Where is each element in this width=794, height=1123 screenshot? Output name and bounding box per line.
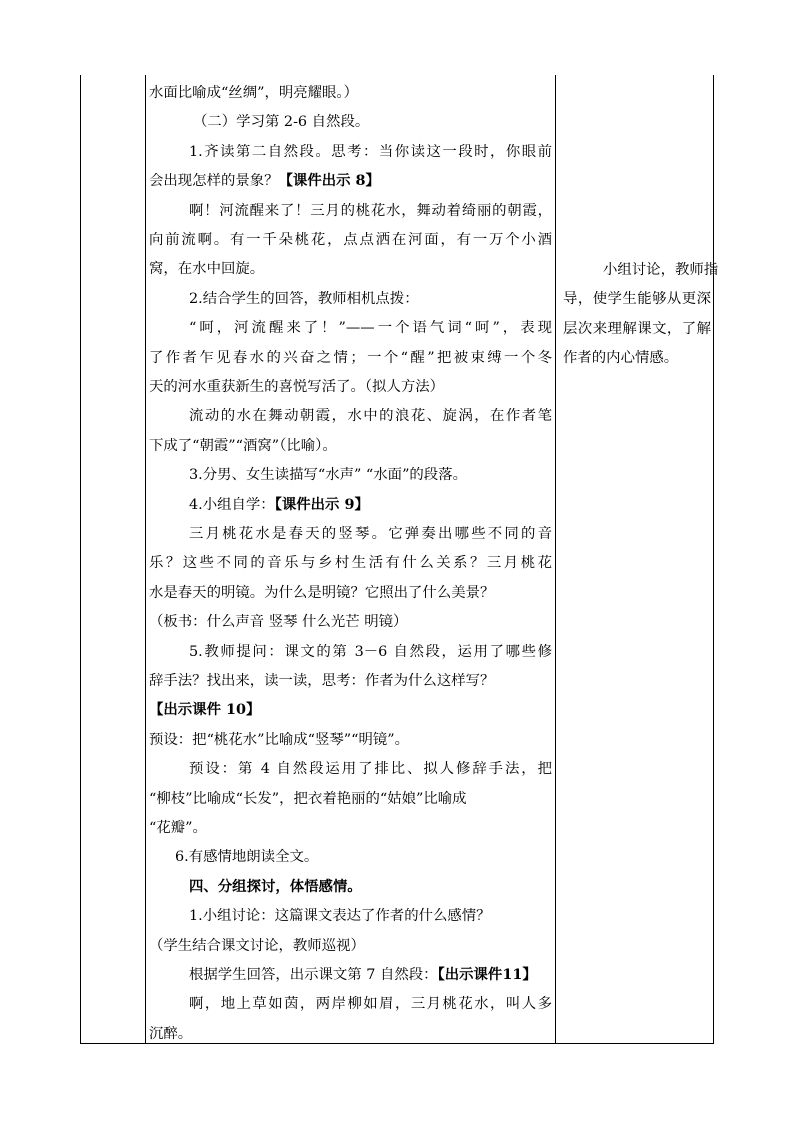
main-lines-line: （学生结合课文讨论，教师巡视） <box>149 937 365 954</box>
bold-segment: 【课件出示 8】 <box>278 172 380 190</box>
main-lines-line: 流动的水在舞动朝霞，水中的浪花、旋涡，在作者笔 <box>189 408 552 425</box>
main-lines-line: 啊，地上草如茵，两岸柳如眉，三月桃花水，叫人多 <box>189 996 552 1013</box>
text-segment: 根据学生回答，出示课文第 7 自然段： <box>189 967 438 983</box>
main-lines-line: 三月桃花水是春天的竖琴。它弹奏出哪些不同的音 <box>189 526 552 542</box>
main-lines-line <box>149 872 552 902</box>
main-lines-line: 天的河水重获新生的喜悦写活了。（拟人方法） <box>149 379 445 395</box>
main-lines-line: 了作者乍见春水的兴奋之情；一个“醒”把被束缚一个冬 <box>149 349 552 366</box>
lesson-plan-table <box>80 75 719 1044</box>
side-lines-line: 小组讨论，教师指 <box>603 262 719 278</box>
table-border-left <box>80 75 81 1044</box>
main-lines-line: 向前流啊。有一千朵桃花，点点洒在河面，有一万个小酒 <box>149 232 552 248</box>
main-lines-line: “柳枝”比喻成“长发”，把衣着艳丽的“姑娘”比喻成 <box>149 790 467 807</box>
main-lines-line: “呵，河流醒来了！”——一个语气词“呵”，表现 <box>189 320 552 337</box>
side-lines-line: 导，使学生能够从更深 <box>563 291 711 308</box>
text-segment: 4.小组自学： <box>189 496 275 513</box>
main-lines-line: （二）学习第 2-6 自然段。 <box>193 114 370 131</box>
column-divider-2 <box>555 75 556 1044</box>
main-lines-line: 水是春天的明镜。为什么是明镜？它照出了什么美景？ <box>149 584 495 601</box>
bold-segment: 【课件出示 9】 <box>274 495 369 513</box>
table-border-right <box>713 75 714 1044</box>
main-lines-line <box>149 960 552 990</box>
main-lines-line: 辞手法？找出来，读一读，思考：作者为什么这样写？ <box>149 673 495 689</box>
main-lines-line: 5.教师提问：课文的第 3－6 自然段，运用了哪些修 <box>189 643 552 660</box>
text-segment: 会出现怎样的景象？ <box>149 173 279 190</box>
bold-segment: 【出示课件11】 <box>437 966 537 983</box>
main-lines-line: 乐？这些不同的音乐与乡村生活有什么关系？三月桃花 <box>149 555 552 572</box>
main-lines-line <box>149 166 552 196</box>
main-lines-line <box>149 490 552 520</box>
main-lines-line: 沉醉。 <box>149 1025 193 1042</box>
main-lines-line: 3.分男、女生读描写“水声” “水面”的段落。 <box>189 467 467 484</box>
main-lines-line: 下成了“朝霞”“酒窝”（比喻）。 <box>149 437 337 454</box>
main-lines-line: 2.结合学生的回答，教师相机点拨： <box>189 290 419 307</box>
main-lines-line: “花瓣”。 <box>149 820 207 836</box>
main-lines-line: 窝，在水中回旋。 <box>149 261 265 278</box>
main-lines-line: 1.齐读第二自然段。思考：当你读这一段时，你眼前 <box>189 143 552 160</box>
main-lines-line: 预设：第 4 自然段运用了排比、拟人修辞手法，把 <box>189 761 552 778</box>
main-lines-line: 1.小组讨论：这篇课文表达了作者的什么感情？ <box>189 908 491 925</box>
side-lines-line: 作者的内心情感。 <box>563 350 679 367</box>
main-lines-line: 6.有感情地朗读全文。 <box>175 849 319 866</box>
main-lines-line: 啊！河流醒来了！三月的桃花水，舞动着绮丽的朝霞， <box>189 202 552 219</box>
main-lines-line: 预设：把“桃花水”比喻成“竖琴”“明镜”。 <box>149 731 410 748</box>
main-lines-line: 水面比喻成“丝绸”，明亮耀眼。） <box>149 85 358 101</box>
bold-segment: 四、分组探讨，体悟感情。 <box>189 877 362 895</box>
main-lines-line <box>149 695 552 725</box>
column-divider-1 <box>145 75 146 1044</box>
side-lines-line: 层次来理解课文，了解 <box>563 320 711 337</box>
main-lines-line: （板书：什么声音 竖琴 什么光芒 明镜） <box>149 614 408 631</box>
bold-segment: 【出示课件 10】 <box>149 701 261 719</box>
